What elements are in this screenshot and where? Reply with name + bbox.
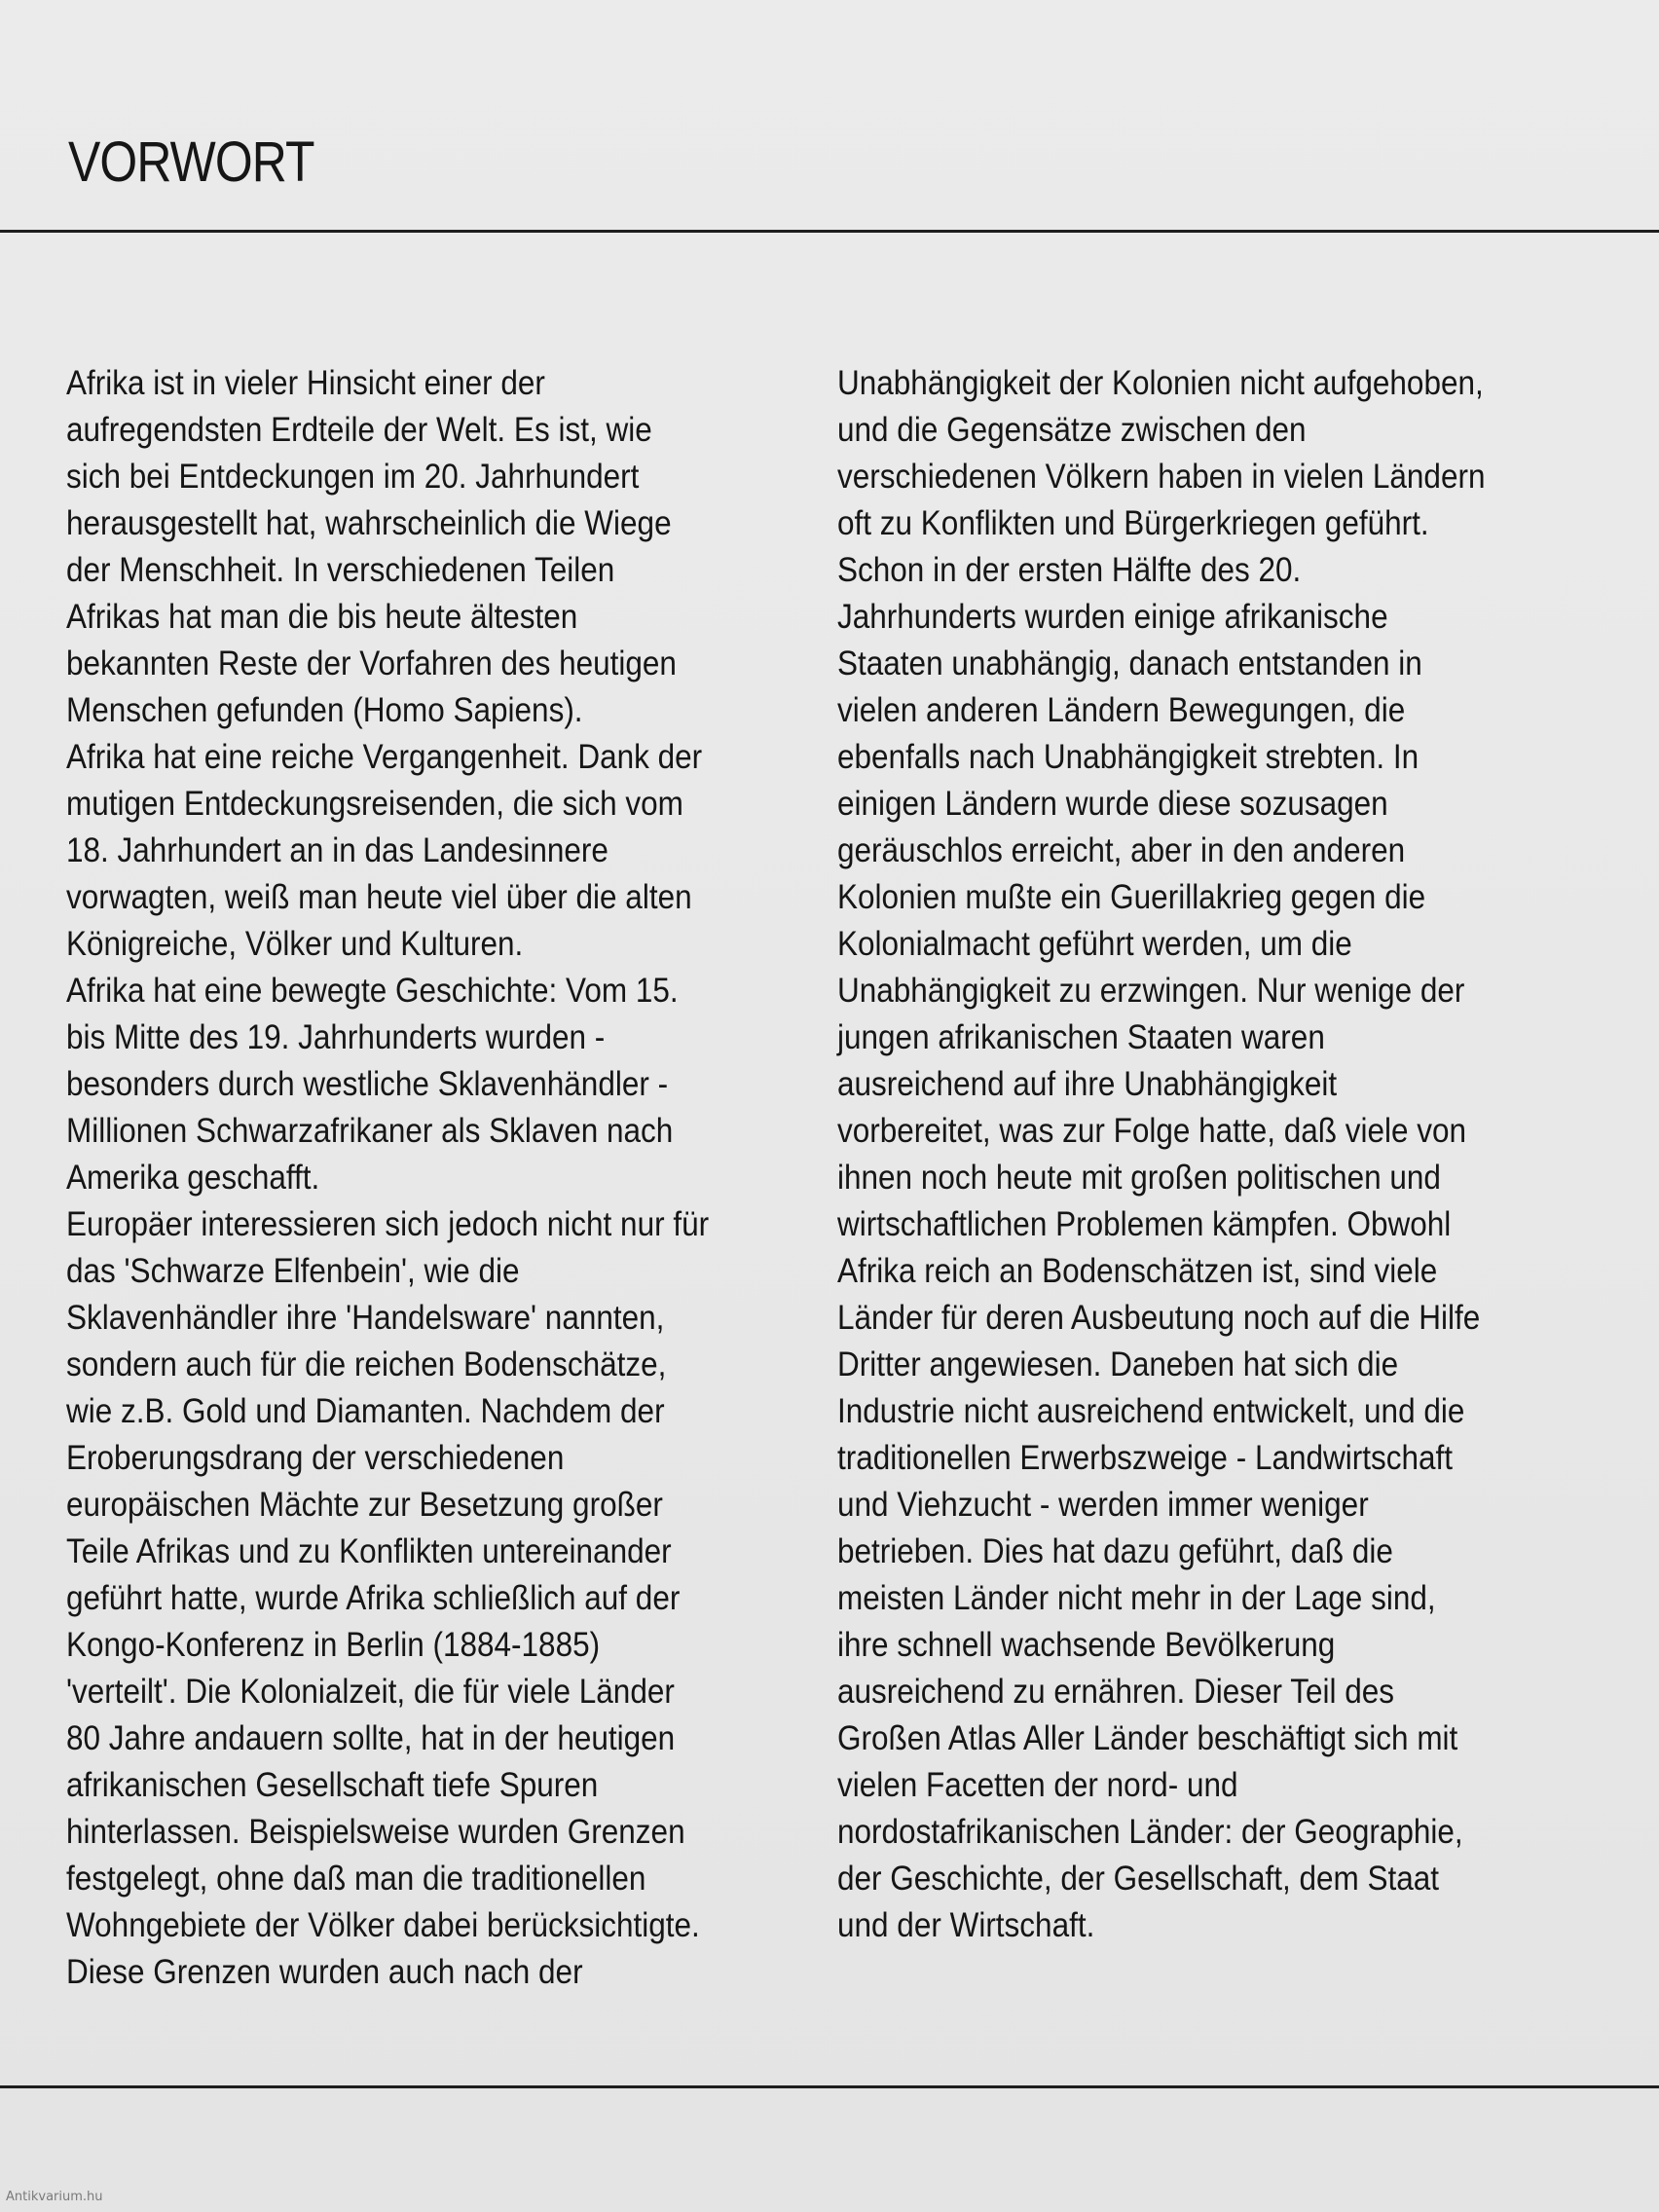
text-line: festgelegt, ohne daß man die traditionellen bbox=[66, 1860, 646, 1898]
text-line: europäischen Mächte zur Besetzung großer bbox=[66, 1486, 663, 1524]
text-line: Kolonien mußte ein Guerillakrieg gegen die bbox=[837, 878, 1426, 916]
text-line: Kolonialmacht geführt werden, um die bbox=[837, 925, 1352, 963]
text-line: Afrikas hat man die bis heute ältesten bbox=[66, 598, 578, 636]
page-title: VORWORT bbox=[68, 130, 314, 194]
text-line: vorbereitet, was zur Folge hatte, daß viele von bbox=[837, 1112, 1467, 1150]
text-line: meisten Länder nicht mehr in der Lage sind, bbox=[837, 1579, 1436, 1617]
text-line: afrikanischen Gesellschaft tiefe Spuren bbox=[66, 1766, 599, 1804]
text-line: 'verteilt'. Die Kolonialzeit, die für viele Länder bbox=[66, 1673, 675, 1711]
text-line: ausreichend auf ihre Unabhängigkeit bbox=[837, 1065, 1338, 1103]
text-line: Teile Afrikas und zu Konflikten untereinander bbox=[66, 1532, 672, 1570]
text-line: nordostafrikanischen Länder: der Geographie, bbox=[837, 1813, 1463, 1851]
text-line: Diese Grenzen wurden auch nach der bbox=[66, 1953, 583, 1991]
text-line: besonders durch westliche Sklavenhändler - bbox=[66, 1065, 669, 1103]
text-line: herausgestellt hat, wahrscheinlich die Wiege bbox=[66, 504, 672, 542]
text-line: betrieben. Dies hat dazu geführt, daß die bbox=[837, 1532, 1393, 1570]
text-line: Eroberungsdrang der verschiedenen bbox=[66, 1439, 565, 1477]
bottom-rule bbox=[0, 2085, 1659, 2088]
text-line: ausreichend zu ernähren. Dieser Teil des bbox=[837, 1673, 1395, 1711]
text-line: Kongo-Konferenz in Berlin (1884-1885) bbox=[66, 1626, 601, 1664]
text-line: wie z.B. Gold und Diamanten. Nachdem der bbox=[66, 1392, 665, 1430]
text-line: Großen Atlas Aller Länder beschäftigt sich mit bbox=[837, 1719, 1458, 1757]
text-line: Millionen Schwarzafrikaner als Sklaven nach bbox=[66, 1112, 674, 1150]
text-line: wirtschaftlichen Problemen kämpfen. Obwohl bbox=[837, 1205, 1452, 1243]
text-line: oft zu Konflikten und Bürgerkriegen geführt. bbox=[837, 504, 1429, 542]
text-line: hinterlassen. Beispielsweise wurden Grenzen bbox=[66, 1813, 685, 1851]
text-line: Unabhängigkeit der Kolonien nicht aufgehoben, bbox=[837, 364, 1484, 402]
text-line: geführt hatte, wurde Afrika schließlich auf der bbox=[66, 1579, 681, 1617]
top-rule bbox=[0, 230, 1659, 233]
text-line: ebenfalls nach Unabhängigkeit strebten. In bbox=[837, 738, 1419, 776]
text-line: Afrika reich an Bodenschätzen ist, sind viele bbox=[837, 1252, 1438, 1290]
text-line: Menschen gefunden (Homo Sapiens). bbox=[66, 691, 583, 729]
text-line: Europäer interessieren sich jedoch nicht nur für bbox=[66, 1205, 710, 1243]
text-line: und Viehzucht - werden immer weniger bbox=[837, 1486, 1369, 1524]
text-line: Sklavenhändler ihre 'Handelsware' nannten, bbox=[66, 1299, 665, 1337]
text-line: vielen anderen Ländern Bewegungen, die bbox=[837, 691, 1406, 729]
text-line: sondern auch für die reichen Bodenschätze, bbox=[66, 1346, 667, 1383]
text-line: der Geschichte, der Gesellschaft, dem Staat bbox=[837, 1860, 1440, 1898]
text-line: Afrika ist in vieler Hinsicht einer der bbox=[66, 364, 545, 402]
text-line: Unabhängigkeit zu erzwingen. Nur wenige der bbox=[837, 972, 1465, 1010]
text-line: geräuschlos erreicht, aber in den anderen bbox=[837, 831, 1406, 869]
text-line: sich bei Entdeckungen im 20. Jahrhundert bbox=[66, 458, 640, 496]
text-line: mutigen Entdeckungsreisenden, die sich vom bbox=[66, 785, 683, 823]
text-line: Industrie nicht ausreichend entwickelt, und die bbox=[837, 1392, 1465, 1430]
text-line: aufregendsten Erdteile der Welt. Es ist, wie bbox=[66, 411, 652, 449]
text-line: Königreiche, Völker und Kulturen. bbox=[66, 925, 524, 963]
text-line: einigen Ländern wurde diese sozusagen bbox=[837, 785, 1388, 823]
text-line: bis Mitte des 19. Jahrhunderts wurden - bbox=[66, 1018, 606, 1056]
watermark: Antikvarium.hu bbox=[6, 2190, 103, 2204]
text-line: Schon in der ersten Hälfte des 20. bbox=[837, 551, 1302, 589]
text-line: Länder für deren Ausbeutung noch auf die Hilfe bbox=[837, 1299, 1481, 1337]
text-line: vielen Facetten der nord- und bbox=[837, 1766, 1238, 1804]
text-line: ihre schnell wachsende Bevölkerung bbox=[837, 1626, 1336, 1664]
text-column-left bbox=[66, 360, 845, 1996]
text-line: vorwagten, weiß man heute viel über die alten bbox=[66, 878, 692, 916]
text-line: 18. Jahrhundert an in das Landesinnere bbox=[66, 831, 608, 869]
text-line: bekannten Reste der Vorfahren des heutigen bbox=[66, 645, 677, 682]
text-line: das 'Schwarze Elfenbein', wie die bbox=[66, 1252, 520, 1290]
text-line: Afrika hat eine reiche Vergangenheit. Dank der bbox=[66, 738, 703, 776]
text-line: Amerika geschafft. bbox=[66, 1159, 320, 1197]
text-line: der Menschheit. In verschiedenen Teilen bbox=[66, 551, 615, 589]
text-line: 80 Jahre andauern sollte, hat in der heutigen bbox=[66, 1719, 676, 1757]
text-line: und die Gegensätze zwischen den bbox=[837, 411, 1307, 449]
text-line: Jahrhunderts wurden einige afrikanische bbox=[837, 598, 1388, 636]
text-line: jungen afrikanischen Staaten waren bbox=[837, 1018, 1325, 1056]
text-line: Staaten unabhängig, danach entstanden in bbox=[837, 645, 1422, 682]
text-line: verschiedenen Völkern haben in vielen Ländern bbox=[837, 458, 1486, 496]
text-column-right bbox=[837, 360, 1616, 1949]
text-line: Wohngebiete der Völker dabei berücksichtigte. bbox=[66, 1906, 700, 1944]
text-line: Afrika hat eine bewegte Geschichte: Vom 15. bbox=[66, 972, 679, 1010]
text-line: traditionellen Erwerbszweige - Landwirtschaft bbox=[837, 1439, 1454, 1477]
text-line: ihnen noch heute mit großen politischen und bbox=[837, 1159, 1441, 1197]
text-line: und der Wirtschaft. bbox=[837, 1906, 1095, 1944]
text-line: Dritter angewiesen. Daneben hat sich die bbox=[837, 1346, 1399, 1383]
